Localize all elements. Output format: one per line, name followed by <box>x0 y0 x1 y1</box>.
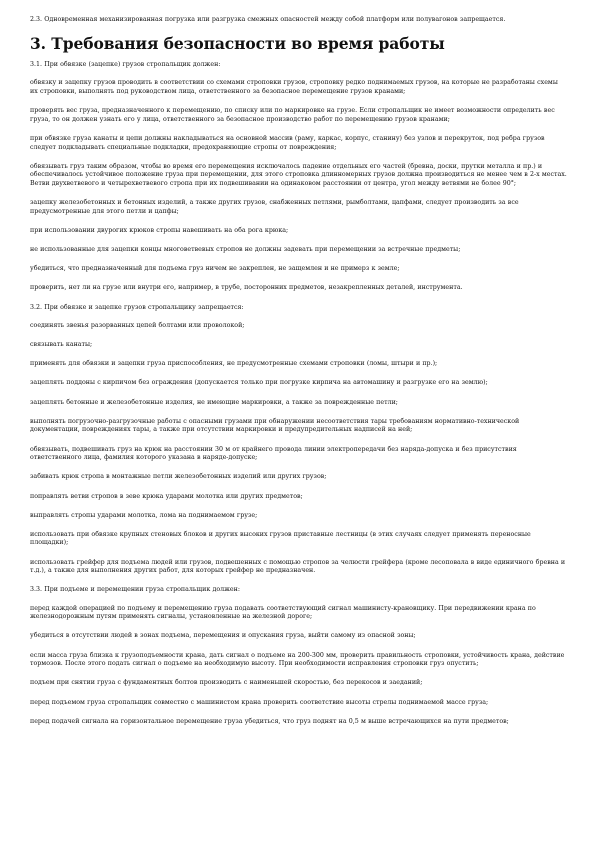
paragraph: зацепку железобетонных и бетонных изделий, а также других грузов, снабженных петлями, рымболтами, цапфами, следует производить за все предусмотренные для этого петли и цапфы; <box>30 199 519 215</box>
intro-paragraph: 2.3. Одновременная механизированная погрузка или разгрузка смежных опасностей между собой платформ или полувагонов запрещается. <box>30 16 506 23</box>
paragraph: использовать грейфер для подъема людей или грузов, подвешенных с помощью стропов за челюсти грейфера (кроме лесоповала в виде единичного бревна и т.д.), а также для выполнения других работ, для которых грейфер не предназначен. <box>30 558 566 575</box>
paragraph: не использованные для зацепки концы многоветвевых стропов не должны задевать при перемещении за встречные предметы; <box>30 246 461 254</box>
paragraph: использовать при обвязке крупных стеновых блоков и других высоких грузов приставные лестницы (в этих случаях следует применять переносные площадки); <box>30 530 531 547</box>
paragraph: при обвязке груза канаты и цепи должны накладываться на основной массив (раму, каркас, корпус, станину) без узлов и перекруток, под ребра грузов следует подкладывать специальные подкладки, предохраняющие стропы от повреждения; <box>30 134 545 151</box>
paragraph: связывать канаты; <box>30 341 93 348</box>
paragraph: поправлять ветви стропов в зеве крюка ударами молотка или других предметов; <box>30 492 303 500</box>
paragraph: если масса груза близка к грузоподъемности крана, дать сигнал о подъеме на 200-300 мм, проверить правильность строповки, устойчивость крана, действие тормозов. После этого подать сигнал о подъеме на необходимую высоту. При необходимости исправления строповки груз опустить; <box>30 651 565 668</box>
paragraph: обвязывать груз таким образом, чтобы во время его перемещения исключалось падение отдельных его частей (бревна, доски, прутки металла и пр.) и обеспечивалось устойчивое положение груза при перемещении, для этого строповка длинномерных грузов должна производиться не менее чем в 2-х местах. Ветви двухветвевого и четырехветвевого стропа при их подвешивании на одинаковом расстоянии от центра, угол между ветвями не более 90°; <box>30 162 567 187</box>
paragraph: убедиться, что предназначенный для подъема груз ничем не закреплен, не защемлен и не примерз к земле; <box>30 265 400 273</box>
paragraph: зацеплять бетонные и железобетонные изделия, не имеющие маркировки, а также за поврежденные петли; <box>30 398 398 406</box>
paragraph: проверять вес груза, предназначенного к перемещению, по списку или по маркировке на грузе. Если стропальщик не имеет возможности определить вес груза, то он должен узнать его у лица, ответственного за безопасное производство работ по перемещению грузов кранами; <box>30 107 555 123</box>
paragraph: перед подъемом груза стропальщик совместно с машинистом крана проверить соответствие высоты стрелы поднимаемой массе груза; <box>30 698 489 706</box>
document-page <box>30 16 567 737</box>
paragraph: проверить, нет ли на грузе или внутри его, например, в трубе, посторонних предметов, незакрепленных деталей, инструмента. <box>30 284 463 292</box>
paragraph: обвязку и зацепку грузов проводить в соответствии со схемами строповки грузов, строповку редко поднимаемых грузов, на которые не разработаны схемы их строповки, выполнять под руководством лица, ответственного за безопасное перемещение грузов кранами; <box>30 79 558 95</box>
paragraph: подъем при снятии груза с фундаментных болтов производить с наименьшей скоростью, без перекосов и заеданий; <box>30 679 423 687</box>
paragraph: обвязывать, подвешивать груз на крюк на расстоянии 30 м от крайнего провода линии электропередачи без наряда-допуска и без присутствия ответственного лица, фамилия которого указана в наряде-допуске; <box>30 445 517 462</box>
paragraph: выправлять стропы ударами молотка, лома на поднимаемом грузе; <box>30 511 258 519</box>
paragraph: перед подачей сигнала на горизонтальное перемещение груза убедиться, что груз поднят на 0,5 м выше встречающихся на пути предметов; <box>30 717 509 725</box>
paragraph: зацеплять поддоны с кирпичом без ограждения (допускается только при погрузке кирпича на автомашину и разгрузке его на землю); <box>30 379 488 387</box>
paragraph: выполнять погрузочно-разгрузочные работы с опасными грузами при обнаружении несоответствия тары требованиям нормативно-технической документации, повреждениях тары, а также при отсутствии маркировки и предупредительных надписей на ней; <box>30 417 520 434</box>
section-title: 3. Требования безопасности во время работы <box>30 34 445 54</box>
paragraph: при использовании двурогих крюков стропы навешивать на оба рога крюка; <box>30 226 289 234</box>
subsection-heading: 3.2. При обвязке и зацепке грузов стропальщику запрещается: <box>30 303 244 311</box>
paragraph: убедиться в отсутствии людей в зонах подъема, перемещения и опускания груза, выйти самому из опасной зоны; <box>30 632 416 640</box>
paragraph: соединять звенья разорванных цепей болтами или проволокой; <box>30 321 245 329</box>
paragraph: применять для обвязки и зацепки груза приспособления, не предусмотренные схемами строповки (ломы, штыри и пр.); <box>30 360 438 368</box>
subsection-heading: 3.3. При подъеме и перемещении груза стропальщик должен: <box>30 586 240 594</box>
paragraph: перед каждой операцией по подъему и перемещению груза подавать соответствующий сигнал машинисту-крановщику. При передвижении крана по железнодорожным путям применять сигналы, установленные на железной дороге; <box>30 604 536 621</box>
paragraph: забивать крюк стропа в монтажные петли железобетонных изделий или других грузов; <box>30 473 327 481</box>
subsection-heading: 3.1. При обвязке (зацепке) грузов стропальщик должен: <box>30 61 221 69</box>
